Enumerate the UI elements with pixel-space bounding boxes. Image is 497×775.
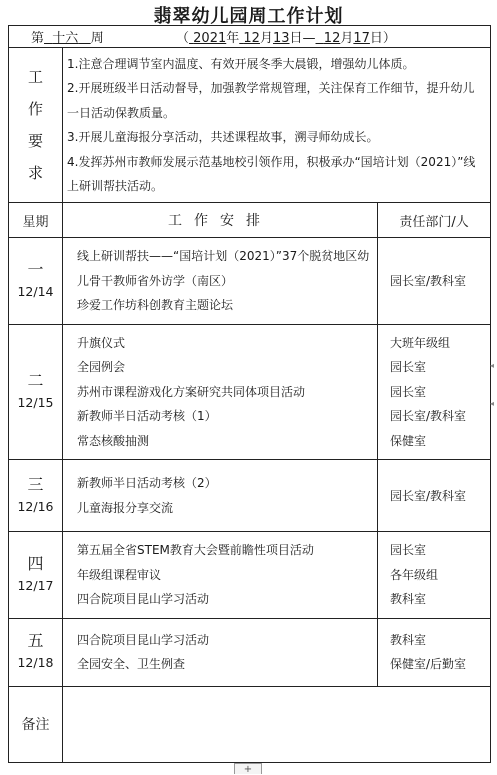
day-row-fri — [9, 618, 491, 686]
remarks-row — [9, 686, 491, 762]
day-name: 一 — [27, 260, 44, 280]
year: 2021 — [193, 31, 227, 46]
task-list — [63, 618, 378, 686]
task-item: 新教师半日活动考核（1） — [77, 409, 217, 424]
task-item: 全园安全、卫生例查 — [77, 657, 186, 672]
task-item: 线上研训帮扶——“国培计划（2021）”37个脱贫地区幼儿骨干教师省外访学（南区） — [77, 249, 370, 288]
header-row — [9, 203, 491, 238]
dept-item: 教科室 — [390, 592, 427, 607]
week-suffix: 周 — [90, 31, 104, 46]
requirement-item: 2.开展班级半日活动督导，加强教学常规管理，关注保育工作细节，提升幼儿一日活动保教质量。 — [67, 81, 475, 120]
weekly-plan-table — [8, 25, 491, 763]
day-name: 五 — [27, 631, 44, 651]
dept-item: 大班年级组 — [390, 335, 451, 350]
dept-item: 教科室 — [390, 632, 427, 647]
dept-item: 园长室/教科室 — [390, 488, 467, 503]
week-number: 十六 — [52, 31, 79, 46]
day-name: 二 — [27, 371, 44, 391]
day-date: 12/15 — [17, 395, 54, 411]
start-day: 13 — [272, 31, 290, 46]
dept-list — [378, 532, 491, 619]
day-name: 四 — [27, 554, 44, 574]
task-list — [63, 238, 378, 325]
day-date: 12/14 — [17, 284, 54, 300]
remarks-content — [63, 686, 491, 762]
requirement-item: 3.开展儿童海报分享活动，共述课程故事，溯寻师幼成长。 — [67, 130, 379, 145]
dept-item: 保健室 — [390, 433, 427, 448]
task-list — [63, 532, 378, 619]
day-cell — [9, 238, 63, 325]
end-month-label: 月 — [340, 31, 354, 46]
dept-item: 园长室/教科室 — [390, 273, 467, 288]
task-item: 全园例会 — [77, 360, 126, 375]
dept-list — [378, 238, 491, 325]
page-title: 翡翠幼儿园周工作计划 — [153, 6, 344, 27]
month-label: 月 — [259, 31, 273, 46]
day-cell — [9, 618, 63, 686]
task-item: 年级组课程审议 — [77, 567, 162, 582]
task-item: 第五届全省STEM教育大会暨前瞻性项目活动 — [77, 543, 314, 558]
week-prefix: 第 — [31, 31, 45, 46]
header-day: 星期 — [9, 203, 63, 238]
task-item: 常态核酸抽测 — [77, 433, 150, 448]
task-item: 珍爱工作坊科创教育主题论坛 — [77, 298, 234, 313]
day-name: 三 — [27, 474, 44, 494]
day-row-mon — [9, 238, 491, 325]
date-open: （ — [176, 31, 190, 46]
year-label: 年 — [226, 31, 240, 46]
dept-item: 园长室 — [390, 384, 427, 399]
requirement-item: 4.发挥苏州市教师发展示范基地校引领作用，积极承办“国培计划（2021）”线上研训帮扶活动。 — [67, 154, 476, 194]
start-day-label: 日— — [289, 31, 316, 46]
side-mark-icon: ◂ — [490, 399, 495, 408]
day-date: 12/17 — [17, 578, 54, 594]
dept-list — [378, 460, 491, 532]
add-tab-button[interactable]: + — [234, 763, 262, 774]
task-item: 四合院项目昆山学习活动 — [77, 592, 210, 607]
day-cell — [9, 324, 63, 460]
task-list — [63, 460, 378, 532]
dept-item: 园长室 — [390, 360, 427, 375]
date-close: 日） — [369, 31, 396, 46]
requirement-item: 1.注意合理调节室内温度、有效开展冬季大晨锻，增强幼儿体质。 — [67, 57, 415, 71]
task-list — [63, 324, 378, 460]
side-mark-icon: ◂ — [490, 361, 495, 370]
day-row-thu — [9, 532, 491, 619]
header-plan: 工作安排 — [63, 203, 378, 238]
dept-item: 园长室 — [390, 543, 427, 558]
day-date: 12/16 — [17, 498, 54, 514]
requirements-row — [9, 48, 491, 203]
start-month: 12 — [243, 31, 260, 46]
dept-item: 各年级组 — [390, 567, 439, 582]
week-row — [9, 26, 491, 48]
dept-list — [378, 324, 491, 460]
day-cell — [9, 460, 63, 532]
task-item: 升旗仪式 — [77, 335, 126, 350]
task-item: 新教师半日活动考核（2） — [77, 476, 217, 491]
week-info — [9, 26, 491, 48]
day-date: 12/18 — [17, 655, 54, 671]
dept-item: 保健室/后勤室 — [390, 657, 467, 672]
header-dept: 责任部门/人 — [378, 203, 491, 238]
task-item: 四合院项目昆山学习活动 — [77, 632, 210, 647]
requirements-label: 工 作 要 求 — [9, 48, 63, 203]
day-cell — [9, 532, 63, 619]
remarks-label: 备注 — [9, 686, 63, 762]
task-item: 苏州市课程游戏化方案研究共同体项目活动 — [77, 384, 306, 399]
dept-list — [378, 618, 491, 686]
dept-item: 园长室/教科室 — [390, 409, 467, 424]
requirements-list — [63, 48, 491, 203]
end-month: 12 — [323, 31, 341, 46]
day-row-tue — [9, 324, 491, 460]
day-row-wed — [9, 460, 491, 532]
task-item: 儿童海报分享交流 — [77, 500, 174, 515]
end-day: 17 — [353, 31, 370, 46]
